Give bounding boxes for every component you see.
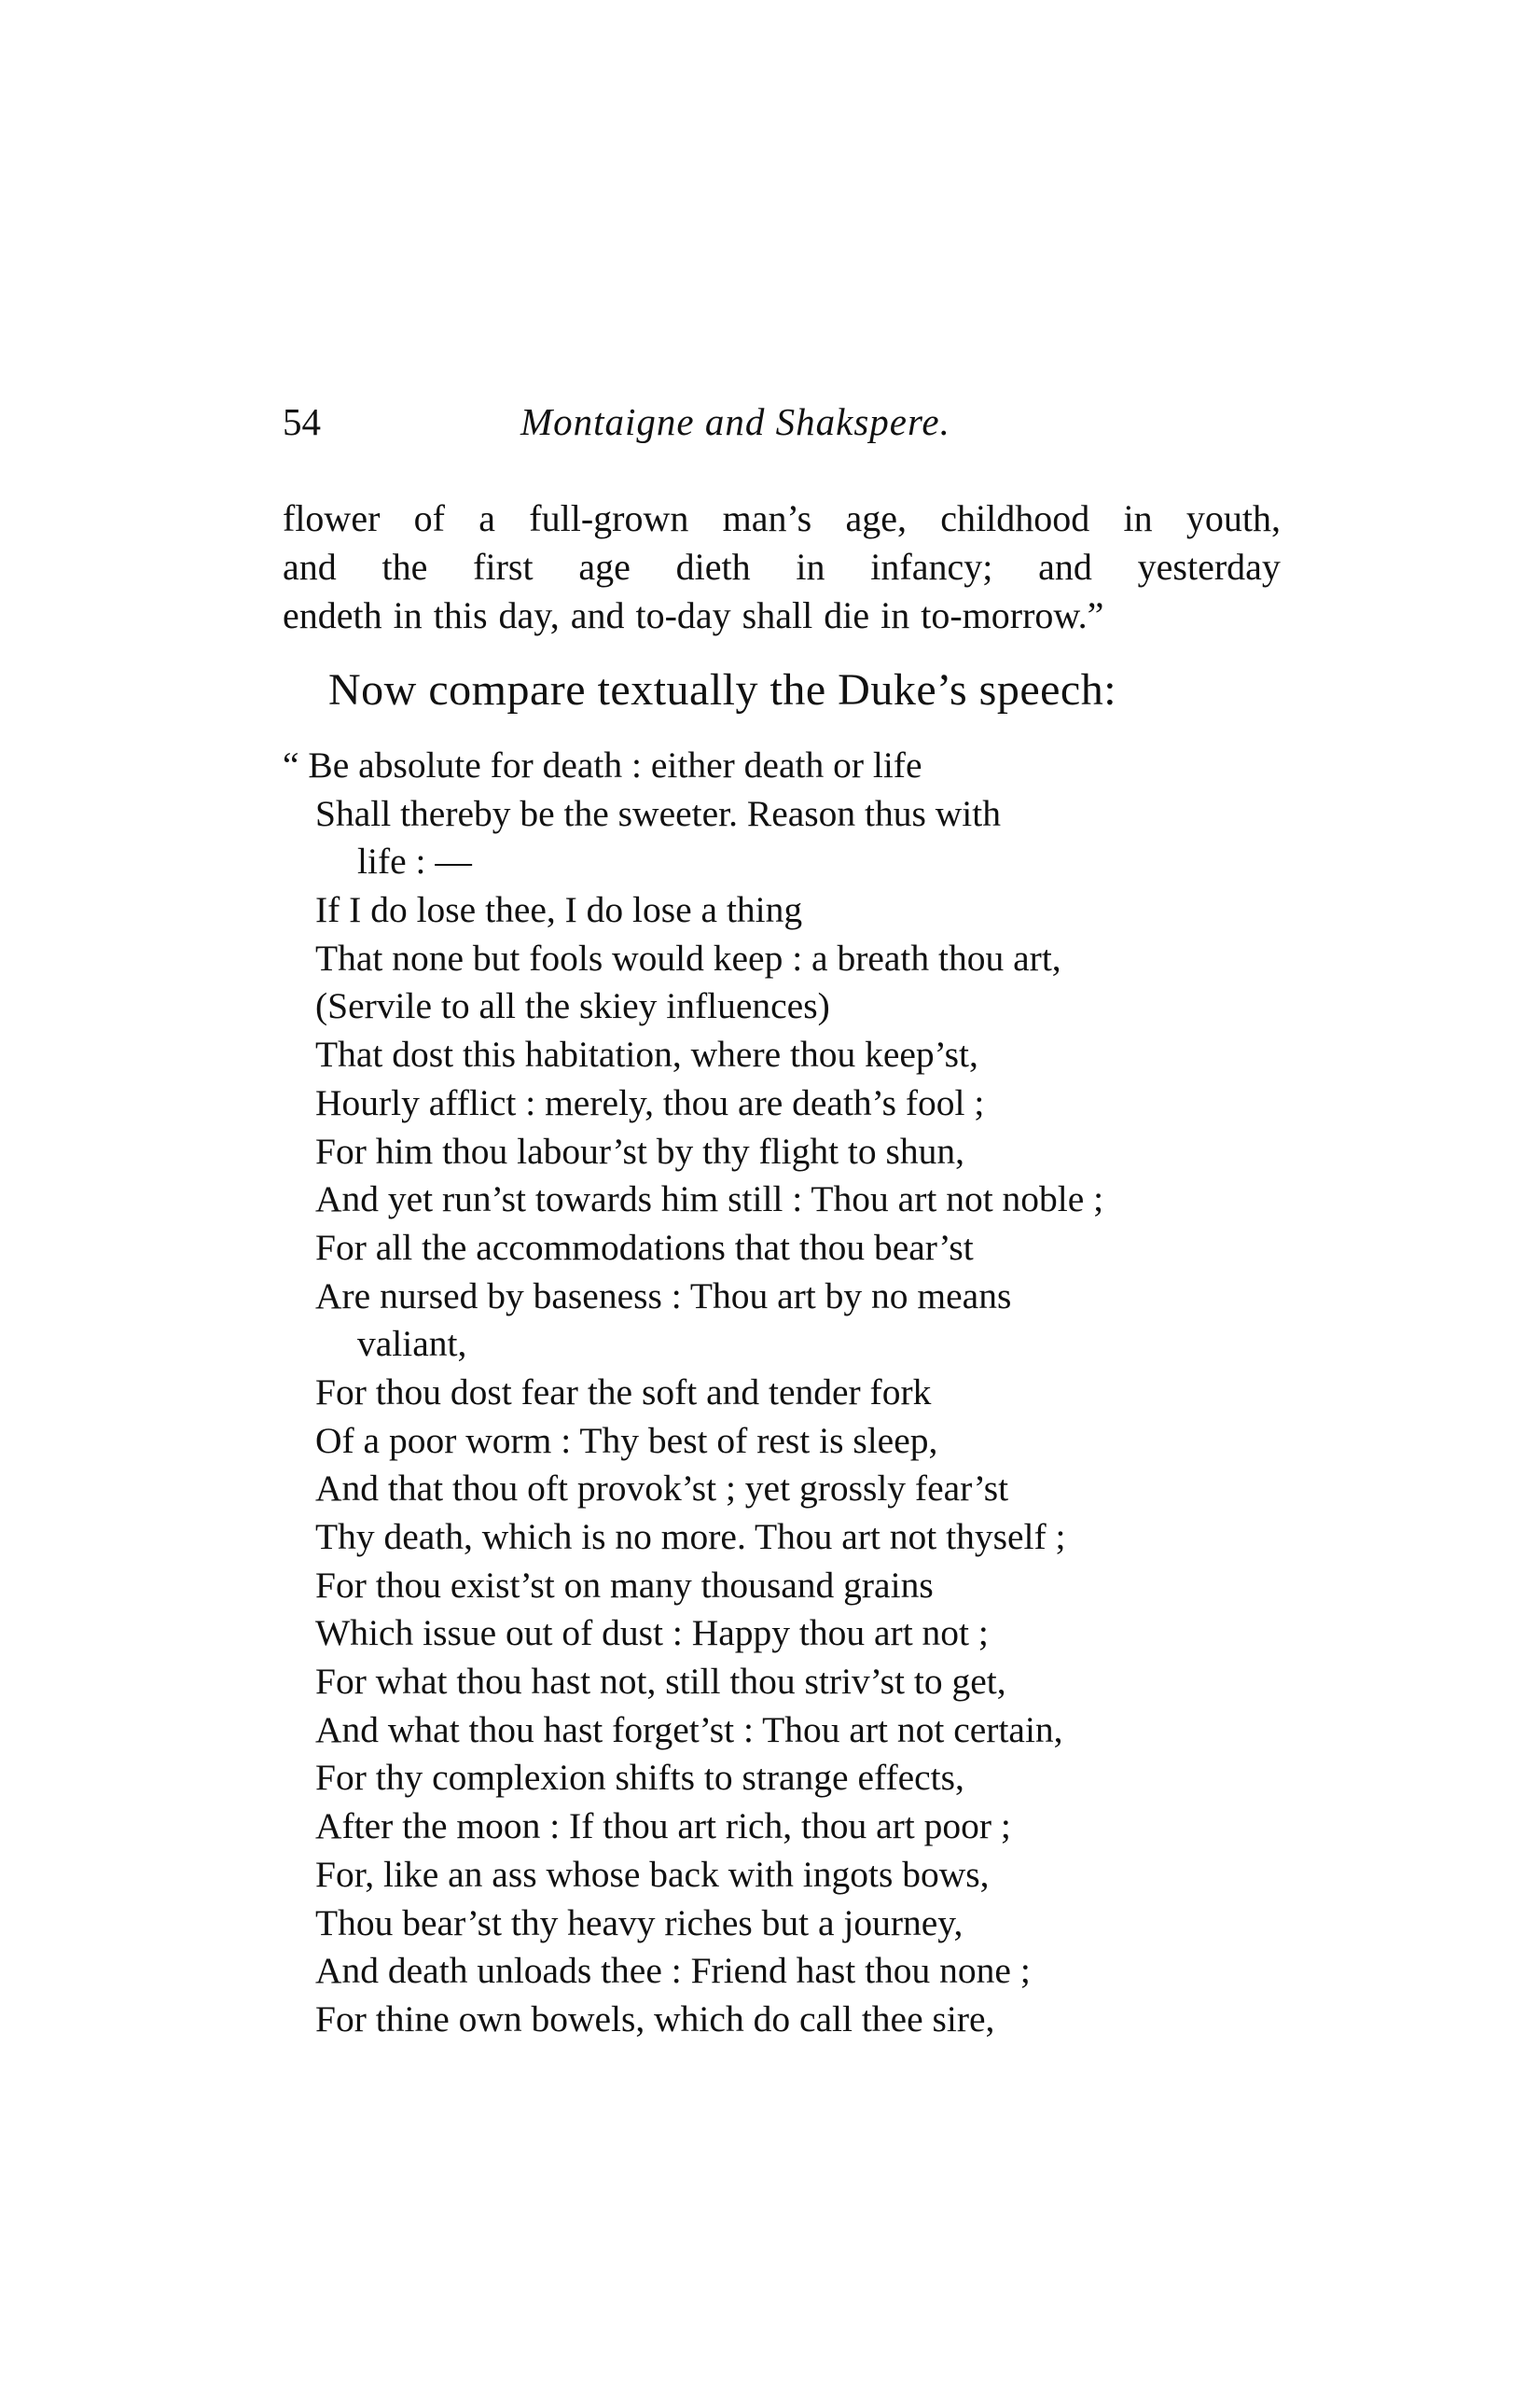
prose-word: endeth <box>283 594 382 636</box>
verse-line: Are nursed by baseness : Thou art by no means <box>315 1274 1012 1316</box>
prose-word: yesterday <box>1137 546 1281 588</box>
prose-word: this <box>433 594 488 636</box>
running-title: Montaigne and Shakspere. <box>520 400 950 443</box>
page-header <box>283 399 1290 455</box>
prose-word: and <box>1038 546 1092 588</box>
verse-line: And what thou hast forget’st : Thou art not certain, <box>315 1708 1063 1750</box>
prose-word: shall <box>742 594 813 636</box>
prose-word: die <box>824 594 870 636</box>
verse-line: Hourly afflict : merely, thou are death’s fool ; <box>315 1081 985 1123</box>
verse-line: Shall thereby be the sweeter. Reason thus with <box>315 792 1001 834</box>
verse-line: For thou dost fear the soft and tender fork <box>315 1371 932 1413</box>
prose-word: day, <box>498 594 560 636</box>
prose-word: age, <box>845 497 907 539</box>
prose-word: infancy; <box>870 546 993 588</box>
verse-line: For thou exist’st on many thousand grains <box>315 1564 934 1606</box>
prose-word: first <box>473 546 534 588</box>
verse-line: If I do lose thee, I do lose a thing <box>315 889 803 931</box>
verse-line: And death unloads thee : Friend hast thou none ; <box>315 1950 1031 1992</box>
prose-word: dieth <box>675 546 751 588</box>
verse-line: “ Be absolute for death : either death or life <box>283 745 922 786</box>
prose-paragraph <box>283 494 1281 640</box>
verse-line: For thine own bowels, which do call thee sire, <box>315 1997 995 2039</box>
verse-quotation <box>283 742 1309 2044</box>
prose-word: in <box>1123 497 1153 539</box>
verse-line-turnover: valiant, <box>357 1323 467 1365</box>
verse-line: And yet run’st towards him still : Thou art not noble ; <box>315 1178 1104 1220</box>
verse-line: (Servile to all the skiey influences) <box>315 985 830 1027</box>
verse-line: Thy death, which is no more. Thou art not thyself ; <box>315 1516 1066 1557</box>
verse-line: For him thou labour’st by thy flight to shun, <box>315 1130 965 1172</box>
prose-line <box>283 592 1281 640</box>
prose-word: a <box>478 497 496 539</box>
verse-line-turnover: life : — <box>357 841 472 883</box>
prose-word: the <box>381 546 428 588</box>
prose-line <box>283 543 1281 592</box>
prose-word: in <box>880 594 910 636</box>
prose-word: youth, <box>1185 497 1281 539</box>
prose-word: to-day <box>635 594 731 636</box>
verse-line: Which issue out of dust : Happy thou art not ; <box>315 1612 989 1654</box>
prose-word: man’s <box>722 497 812 539</box>
verse-line: After the moon : If thou art rich, thou art poor ; <box>315 1805 1011 1847</box>
prose-word: of <box>413 497 445 539</box>
verse-line: For all the accommodations that thou bear’st <box>315 1226 974 1268</box>
prose-word: and <box>283 546 337 588</box>
verse-line: And that thou oft provok’st ; yet grossly fear’st <box>315 1468 1009 1510</box>
prose-word: to-morrow.” <box>921 594 1104 636</box>
prose-word: in <box>393 594 423 636</box>
prose-word: full-grown <box>529 497 689 539</box>
verse-line: That none but fools would keep : a breath thou art, <box>315 937 1061 979</box>
verse-line: That dost this habitation, where thou keep’st, <box>315 1034 978 1076</box>
prose-word: childhood <box>940 497 1090 539</box>
prose-word: in <box>796 546 825 588</box>
prose-word: and <box>570 594 625 636</box>
prose-word: age <box>578 546 631 588</box>
verse-line: Of a poor worm : Thy best of rest is sleep, <box>315 1419 938 1461</box>
verse-line: For thy complexion shifts to strange effects, <box>315 1757 964 1799</box>
page-number: 54 <box>283 400 321 443</box>
verse-line: For what thou hast not, still thou striv’st to get, <box>315 1661 1006 1703</box>
verse-line: Thou bear’st thy heavy riches but a journey, <box>315 1901 964 1943</box>
verse-line: For, like an ass whose back with ingots bows, <box>315 1853 990 1895</box>
prose-line <box>283 494 1281 543</box>
intro-sentence: Now compare textually the Duke’s speech: <box>328 665 1117 715</box>
prose-word: flower <box>283 497 381 539</box>
